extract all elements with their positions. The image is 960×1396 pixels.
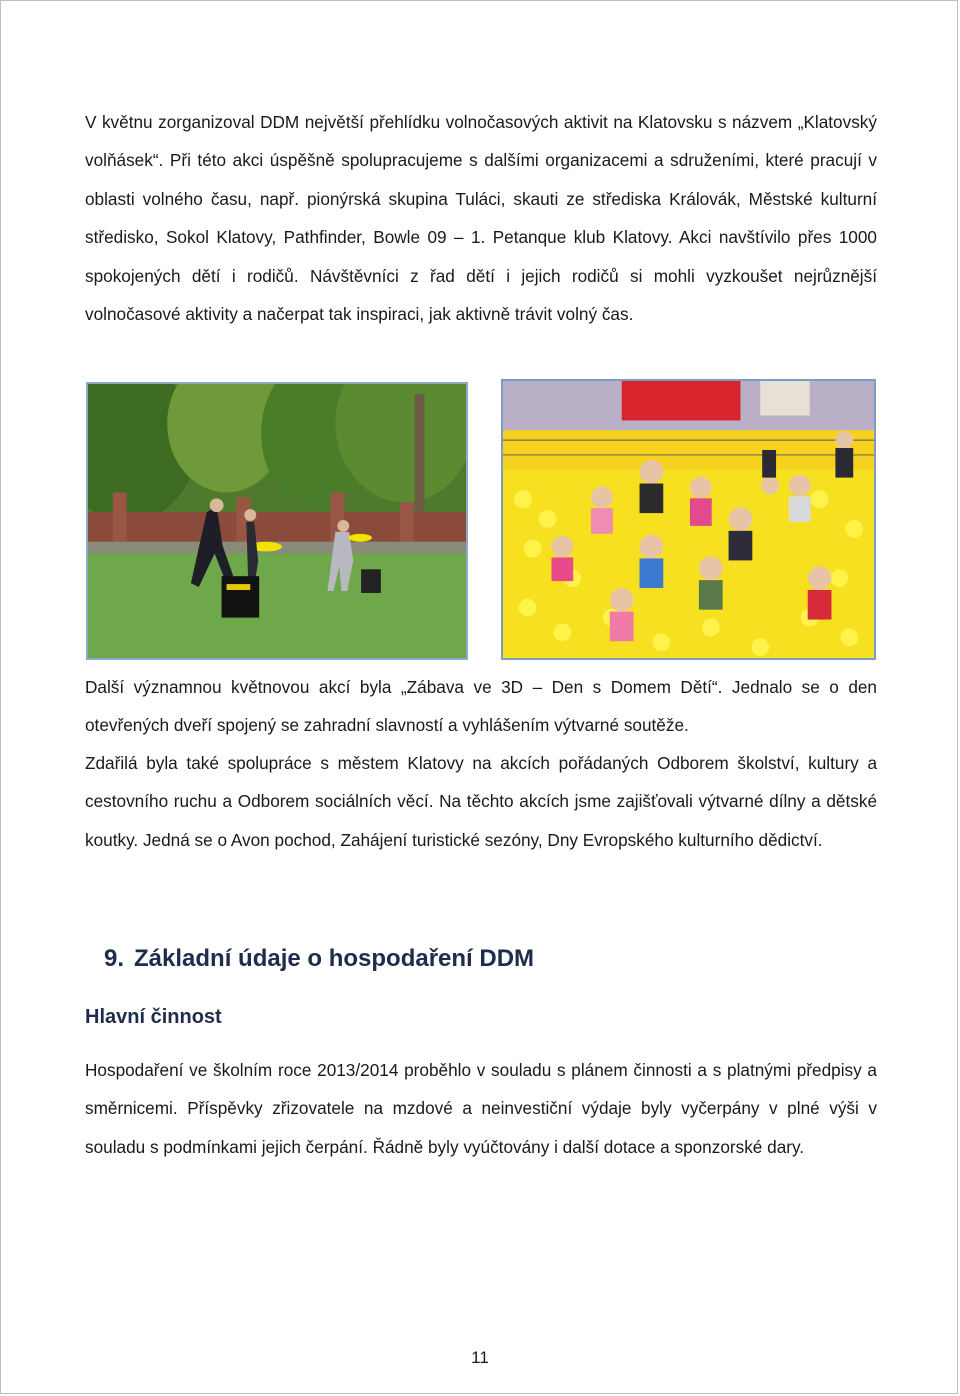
subsection-title: Hlavní činnost	[85, 1006, 222, 1028]
paragraph-klatovsky-volnasek: V květnu zorganizoval DDM největší přehlídku volnočasových aktivit na Klatovsku s názvem „Klatovský volňásek“. Při této akci úspěšně spolupracujeme s dalšími organizacemi a sdruženími, které pracují v oblasti volného času, např. pionýrská skupina Tuláci, skauti ze střediska Královák, Městské kulturní středisko, Sokol Klatovy, Pathfinder, Bowle 09 – 1. Petanque klub Klatovy. Akci navštívilo přes 1000 spokojených dětí i rodičů. Návštěvníci z řad dětí i jejich rodičů si mohli vyzkoušet nejrůznější volnočasové aktivity a načerpat tak inspiraci, jak aktivně trávit volný čas.	[85, 112, 877, 325]
ball-pit-illustration	[503, 381, 874, 658]
section-number: 9.	[104, 945, 125, 972]
paragraph-hospodareni: Hospodaření ve školním roce 2013/2014 proběhlo v souladu s plánem činnosti a s platnými předpisy a směrnicemi. Příspěvky zřizovatele na mzdové a neinvestiční výdaje byly vyčerpány v plné výši v souladu s podmínkami jejich čerpání. Řádně byly vyúčtovány i další dotace a sponzorské dary.	[85, 1060, 877, 1157]
section-title: Základní údaje o hospodaření DDM	[134, 945, 535, 972]
photo-outdoor-frisbee	[86, 382, 468, 660]
paragraph-zabava-ve-3d: Další významnou květnovou akcí byla „Zábava ve 3D – Den s Domem Dětí“. Jednalo se o den otevřených dveří spojený se zahradní slavností a vyhlášením výtvarné soutěže.	[85, 677, 877, 736]
paragraph-spoluprace-s-mestem: Zdařilá byla také spolupráce s městem Klatovy na akcích pořádaných Odborem školství, kultury a cestovního ruchu a Odborem sociálních věcí. Na těchto akcích jsme zajišťovali výtvarné dílny a dětské koutky. Jedná se o Avon pochod, Zahájení turistické sezóny, Dny Evropského kulturního dědictví.	[85, 753, 877, 850]
outdoor-frisbee-illustration	[88, 384, 466, 658]
photo-ball-pit	[501, 379, 876, 660]
page-number: 11	[471, 1348, 489, 1367]
